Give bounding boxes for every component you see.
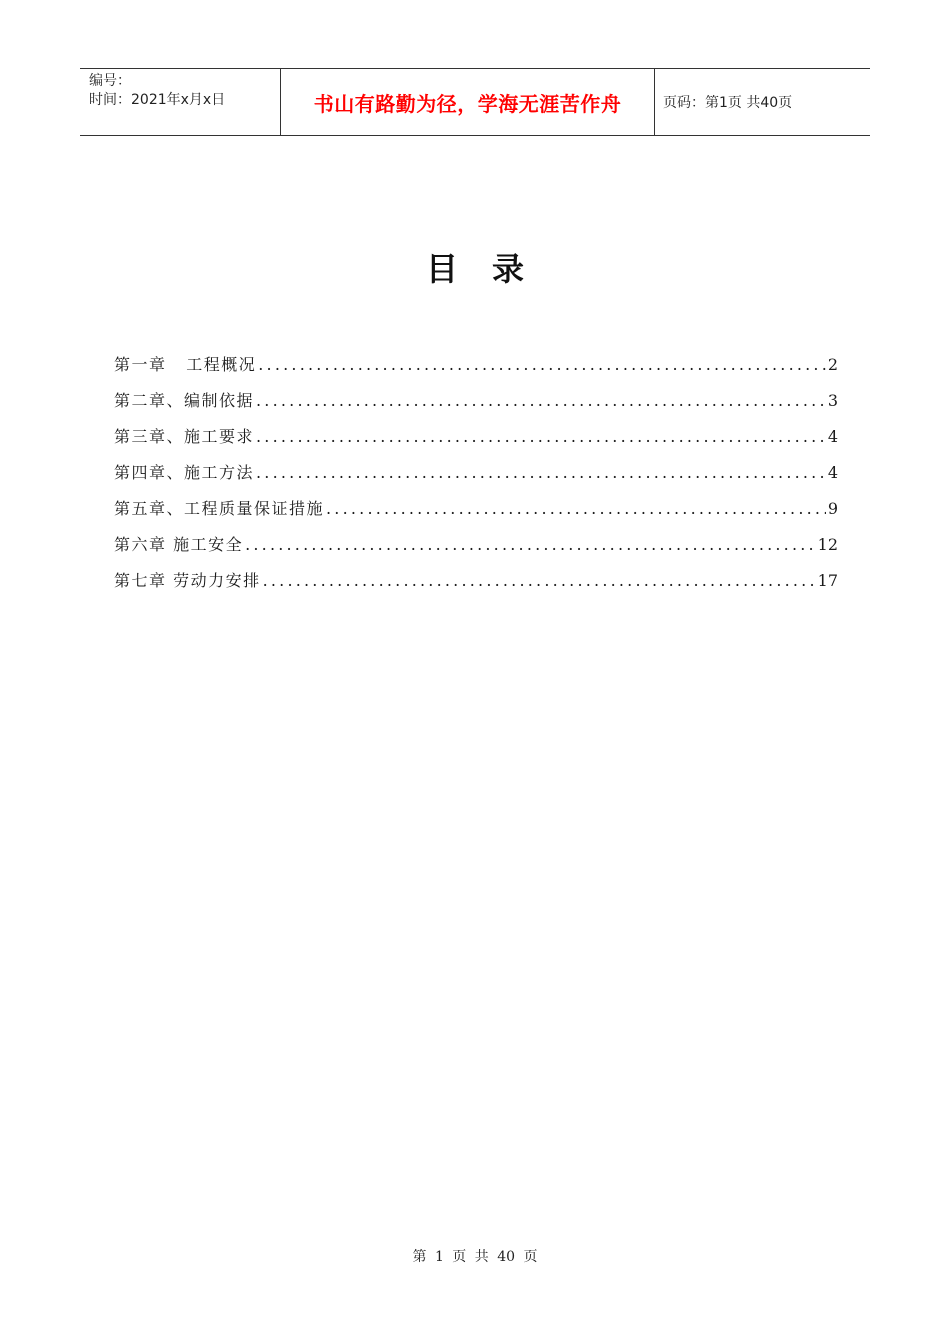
toc-entry-page: 4 [827, 463, 838, 482]
toc-entry[interactable] [114, 496, 838, 532]
toc-entry-page: 2 [827, 355, 838, 374]
toc-entry-label: 第七章 劳动力安排 [114, 571, 261, 590]
toc-entry-page: 4 [827, 427, 838, 446]
toc-entry-label: 第六章 施工安全 [114, 535, 244, 554]
toc-entry-label: 第四章、施工方法 [114, 463, 255, 482]
toc-entry-page: 3 [827, 391, 838, 410]
toc-entry-page: 17 [817, 571, 838, 590]
toc-entry[interactable] [114, 460, 838, 496]
toc-entry[interactable] [114, 388, 838, 424]
toc-leader-dots [263, 571, 816, 590]
document-number-label: 编号： [89, 73, 131, 89]
toc-entry-label: 第二章、编制依据 [114, 391, 255, 410]
toc-entry[interactable] [114, 352, 838, 388]
toc-leader-dots [245, 535, 816, 554]
toc-leader-dots [256, 427, 826, 446]
toc-leader-dots [326, 499, 826, 518]
header-motto: 书山有路勤为径，学海无涯苦作舟 [281, 69, 655, 135]
page-footer: 第 1 页 共 40 页 [412, 1249, 538, 1265]
toc-entry[interactable] [114, 568, 838, 604]
header-meta-cell [80, 69, 281, 135]
table-of-contents [114, 352, 838, 604]
toc-entry-page: 9 [827, 499, 838, 518]
toc-entry-label: 第一章 工程概况 [114, 355, 257, 374]
toc-entry-label: 第三章、施工要求 [114, 427, 255, 446]
page-title: 目录 [425, 250, 558, 288]
toc-leader-dots [256, 391, 826, 410]
toc-entry-label: 第五章、工程质量保证措施 [114, 499, 325, 518]
document-date: 时间：2021年x月x日 [89, 92, 226, 108]
toc-entry[interactable] [114, 532, 838, 568]
toc-entry[interactable] [114, 424, 838, 460]
toc-entry-page: 12 [817, 535, 838, 554]
toc-leader-dots [256, 463, 826, 482]
toc-leader-dots [258, 355, 826, 374]
document-header [80, 68, 870, 136]
header-page-info: 页码：第1页 共40页 [663, 95, 793, 111]
